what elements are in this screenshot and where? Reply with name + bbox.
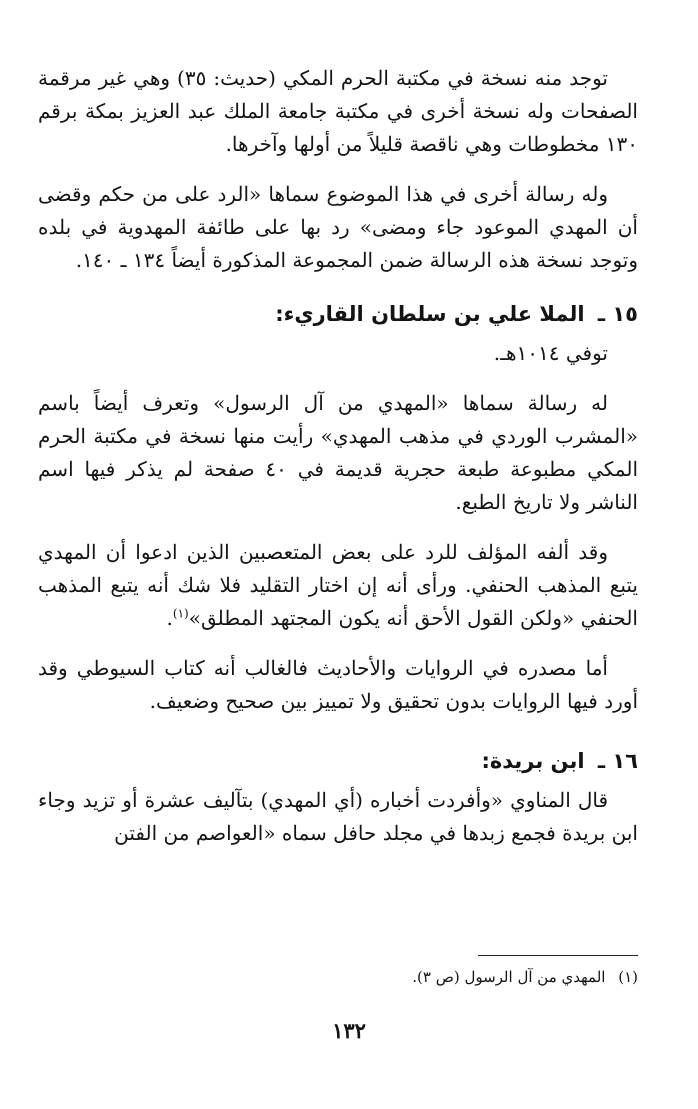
page-number: ١٣٢ [332,1018,366,1043]
section-title: ابن بريدة: [481,749,585,773]
paragraph-end: . [166,606,173,630]
section-heading-15 [38,297,638,331]
footnote-text: المهدي من آل الرسول (ص ٣). [412,968,606,986]
page-body [38,62,638,850]
paragraph: أما مصدره في الروايات والأحاديث فالغالب أنه كتاب السيوطي وقد أورد فيها الروايات بدون تحقيق ولا تمييز بين صحيح وضعيف. [38,656,638,713]
death-date: توفي ١٠١٤هـ. [493,341,608,365]
paragraph: توجد منه نسخة في مكتبة الحرم المكي (حديث: ٣٥) وهي غير مرقمة الصفحات وله نسخة أخرى في مكتبة جامعة الملك عبد العزيز بمكة برقم ١٣٠ مخطوطات وهي ناقصة قليلاً من أولها وآخرها. [38,66,638,156]
section-heading-16 [38,744,638,778]
footnote-marker: (١) [618,968,638,986]
section-number: ١٦ ـ [597,749,638,773]
footnote [60,966,638,988]
paragraph [38,536,638,635]
paragraph: له رسالة سماها «المهدي من آل الرسول» وتعرف أيضاً باسم «المشرب الوردي في مذهب المهدي» رأيت منها نسخة في مكتبة الحرم المكي مطبوعة طبعة حجرية قديمة في ٤٠ صفحة لم يذكر فيها اسم الناشر ولا تاريخ الطبع. [38,391,638,514]
paragraph: قال المناوي «وأفردت أخباره (أي المهدي) بتآليف عشرة أو تزيد وجاء ابن بريدة فجمع زبدها في مجلد حافل سماه «العواصم من الفتن [38,788,638,845]
section-number: ١٥ ـ [597,302,638,326]
footnote-divider [478,955,638,956]
section-title: الملا علي بن سلطان القاريء: [275,302,585,326]
footnote-reference: (١) [172,606,189,621]
paragraph: وله رسالة أخرى في هذا الموضوع سماها «الرد على من حكم وقضى أن المهدي الموعود جاء ومضى» رد بها على طائفة المهدوية في بلده وتوجد نسخة هذه الرسالة ضمن المجموعة المذكورة أيضاً ١٣٤ ـ ١٤٠. [38,182,638,272]
paragraph-text: وقد ألفه المؤلف للرد على بعض المتعصبين الذين ادعوا أن المهدي يتبع المذهب الحنفي. ورأى أنه إن اختار التقليد فلا شك أنه يتبع المذهب الحنفي «ولكن القول الأحق أنه يكون المجتهد المطلق» [38,540,638,630]
